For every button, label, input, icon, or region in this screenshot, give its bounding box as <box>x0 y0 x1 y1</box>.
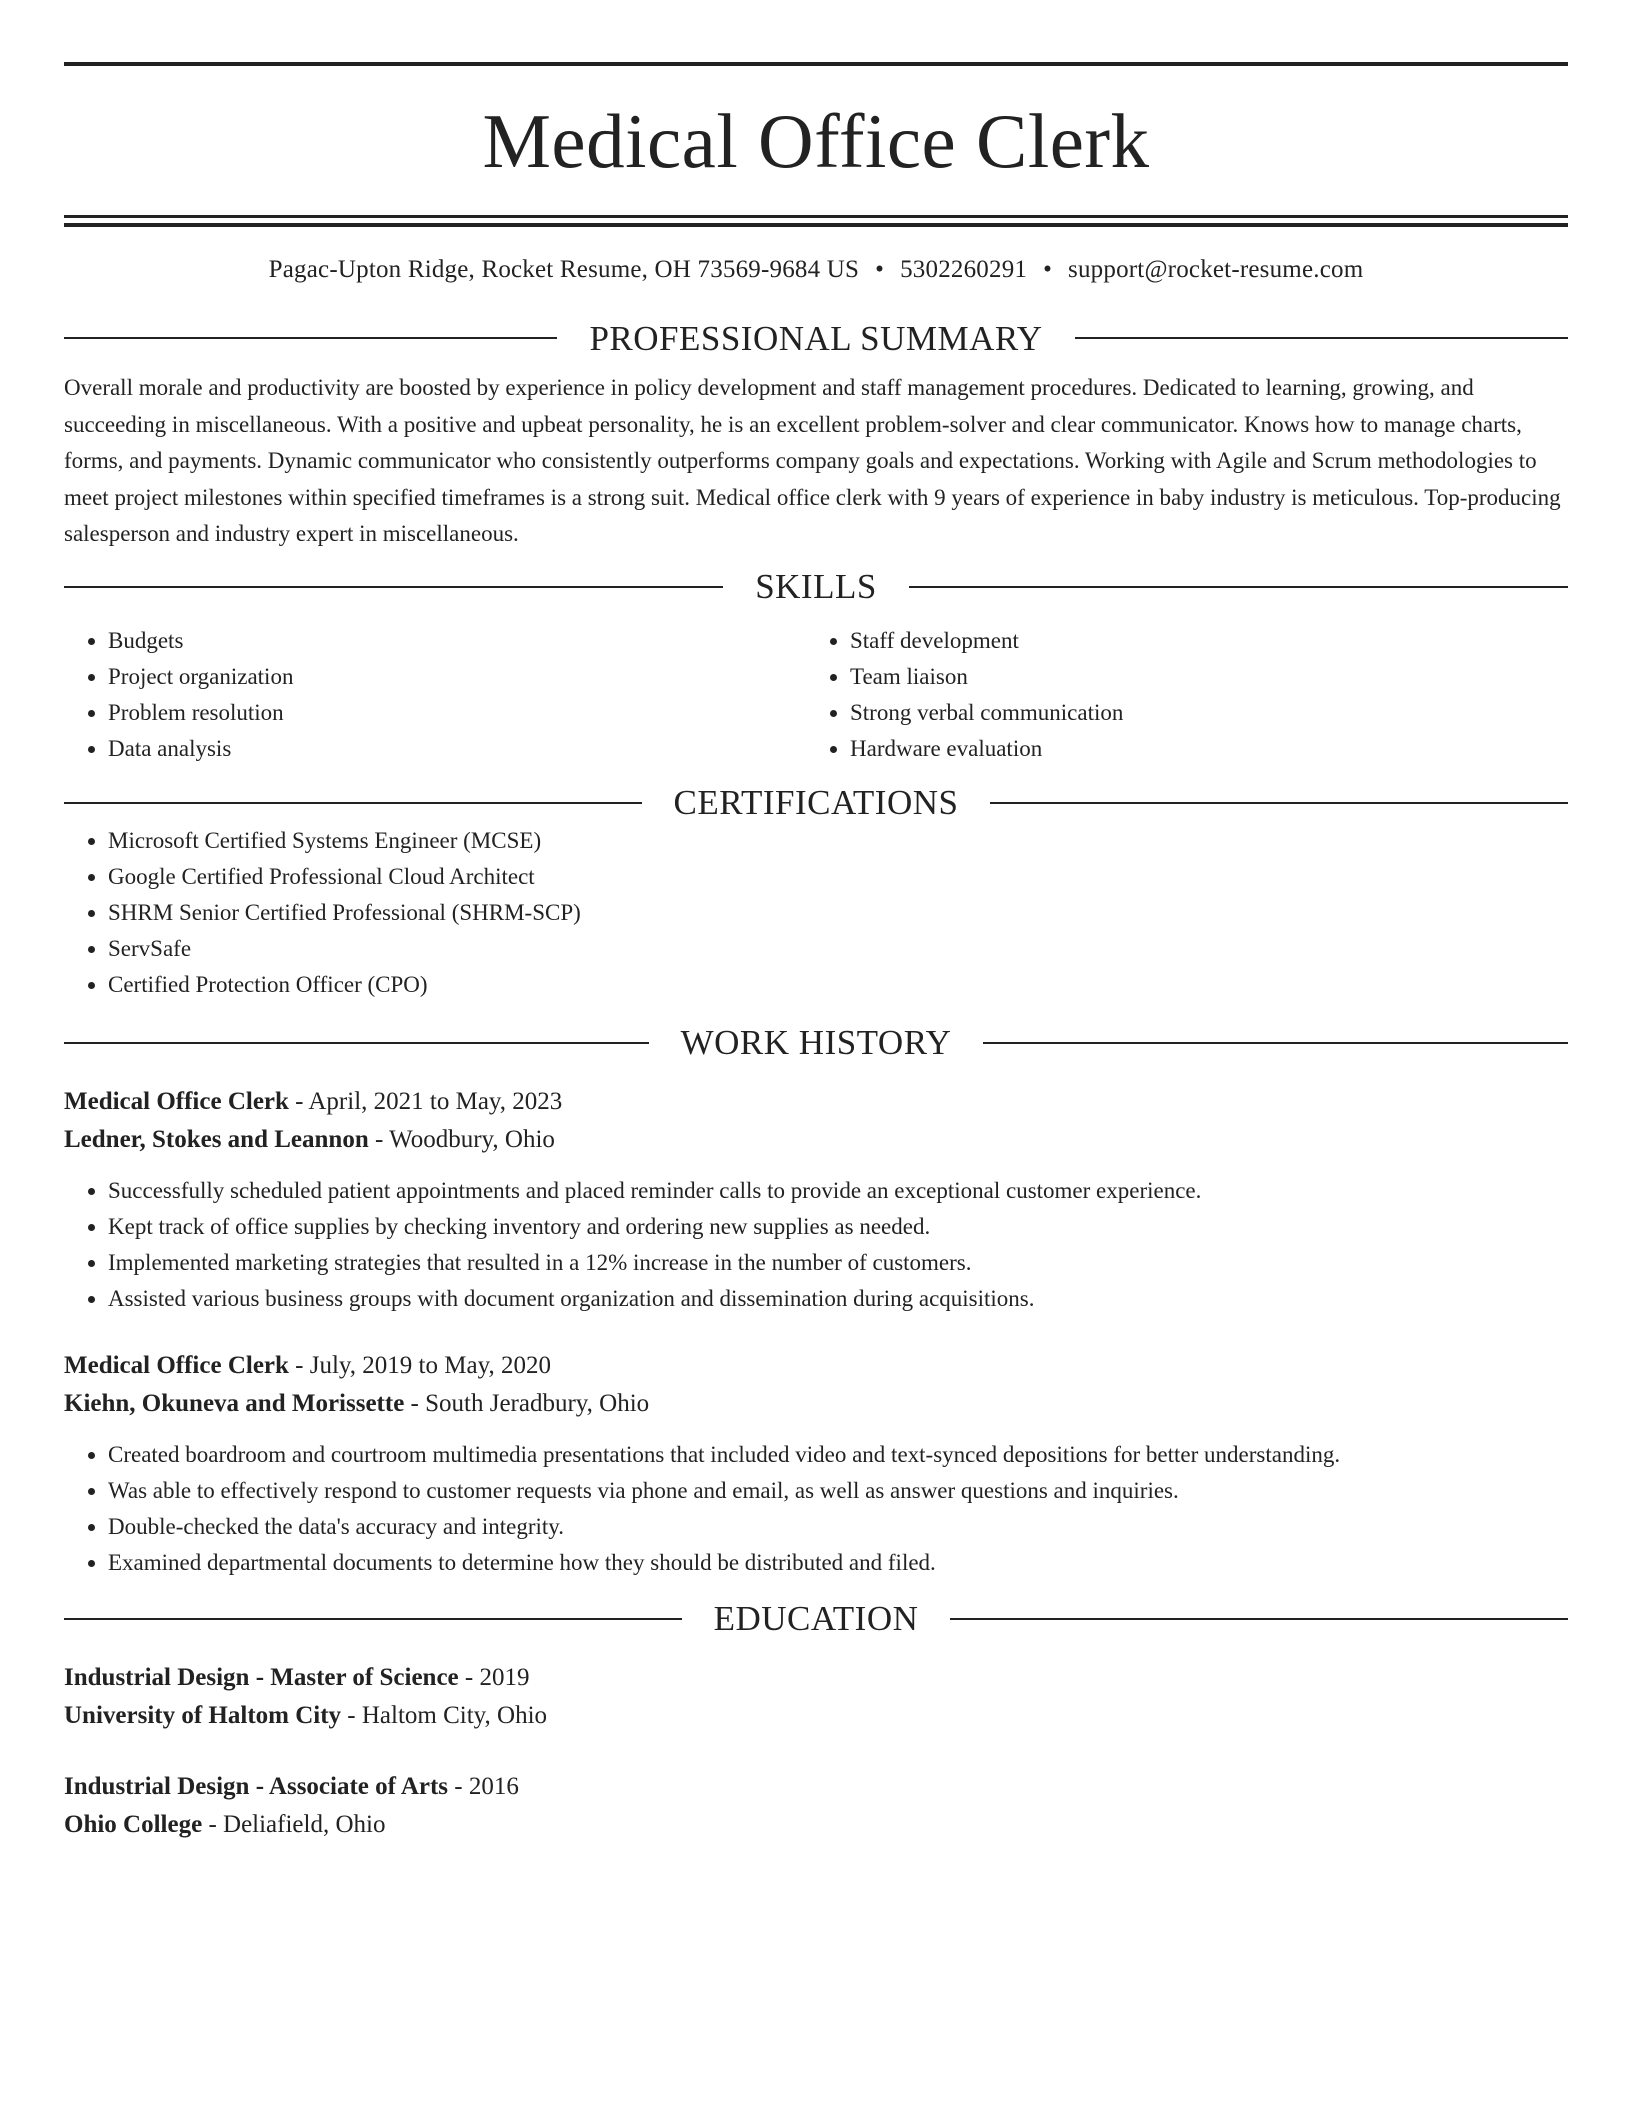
heading-rule <box>64 337 557 339</box>
heading-rule <box>64 586 723 588</box>
skill-item: • Staff development <box>850 623 1548 659</box>
job-title-line <box>64 1347 1568 1385</box>
job-duty: • Examined departmental documents to determine how they should be distributed and filed. <box>108 1545 1568 1581</box>
job-company: Kiehn, Okuneva and Morissette <box>64 1389 405 1417</box>
skills-column-right <box>806 623 1548 767</box>
job-duty: • Implemented marketing strategies that resulted in a 12% increase in the number of customers. <box>108 1245 1568 1281</box>
job-duty: • Assisted various business groups with document organization and dissemination during acquisitions. <box>108 1281 1568 1317</box>
job-duty: • Successfully scheduled patient appointments and placed reminder calls to provide an exceptional customer experience. <box>108 1173 1568 1209</box>
education-degree-line <box>64 1659 1568 1697</box>
skill-item: • Team liaison <box>850 659 1548 695</box>
job-company: Ledner, Stokes and Leannon <box>64 1125 369 1153</box>
summary-heading <box>64 318 1568 358</box>
job-location: - Woodbury, Ohio <box>368 1125 555 1153</box>
job-dates: - July, 2019 to May, 2020 <box>288 1351 551 1379</box>
job-entry <box>64 1083 1568 1317</box>
skill-item: • Project organization <box>108 659 806 695</box>
education-degree: Industrial Design - Master of Science <box>64 1663 459 1691</box>
contact-separator: • <box>875 256 885 283</box>
skills-heading <box>64 567 1568 607</box>
job-duties <box>64 1437 1568 1581</box>
job-duty: • Was able to effectively respond to customer requests via phone and email, as well as answer questions and inquiries. <box>108 1473 1568 1509</box>
summary-text: Overall morale and productivity are boosted by experience in policy development and staff management procedures. Dedicated to learning, growing, and succeeding in miscellaneous. With a positive and upbeat personality, he is an excellent problem-solver and clear communicator. Knows how to manage charts, forms, and payments. Dynamic communicator who consistently outperforms company goals and expectations. Working with Agile and Scrum methodologies to meet project milestones within specified timeframes is a strong suit. Medical office clerk with 9 years of experience in baby industry is meticulous. Top-producing salesperson and industry expert in miscellaneous. <box>64 375 1561 546</box>
contact-address: Pagac-Upton Ridge, Rocket Resume, OH 73569-9684 US <box>268 256 860 283</box>
education-school-line <box>64 1697 1568 1735</box>
education-year: - 2016 <box>448 1772 519 1800</box>
heading-rule <box>1075 337 1568 339</box>
work-title: WORK HISTORY <box>680 1023 952 1062</box>
certification-item: • Certified Protection Officer (CPO) <box>108 967 1568 1003</box>
heading-rule <box>909 586 1568 588</box>
job-company-line <box>64 1121 1568 1159</box>
job-title: Medical Office Clerk <box>64 1087 289 1115</box>
top-rule <box>64 62 1568 66</box>
certifications-heading <box>64 783 1568 823</box>
skill-item: • Hardware evaluation <box>850 731 1548 767</box>
education-entry <box>64 1659 1568 1735</box>
skill-item: • Problem resolution <box>108 695 806 731</box>
education-school-line <box>64 1806 1568 1844</box>
job-duty: • Created boardroom and courtroom multimedia presentations that included video and text-synced depositions for better understanding. <box>108 1437 1568 1473</box>
skills-title: SKILLS <box>755 567 877 606</box>
job-company-line <box>64 1385 1568 1423</box>
double-rule <box>64 215 1568 227</box>
skill-item: • Strong verbal communication <box>850 695 1548 731</box>
job-title: Medical Office Clerk <box>64 1351 289 1379</box>
resume-page <box>64 62 1568 1844</box>
job-duty: • Double-checked the data's accuracy and integrity. <box>108 1509 1568 1545</box>
education-degree-line <box>64 1768 1568 1806</box>
certification-item: • Microsoft Certified Systems Engineer (MCSE) <box>108 823 1568 859</box>
certification-item: • SHRM Senior Certified Professional (SHRM-SCP) <box>108 895 1568 931</box>
skills-list <box>64 623 1568 767</box>
education-school: University of Haltom City <box>64 1701 342 1729</box>
education-degree: Industrial Design - Associate of Arts <box>64 1772 449 1800</box>
education-heading <box>64 1599 1568 1639</box>
skills-column-left <box>64 623 806 767</box>
work-heading <box>64 1023 1568 1063</box>
skill-item: • Data analysis <box>108 731 806 767</box>
contact-email: support@rocket-resume.com <box>1068 256 1364 283</box>
job-duty: • Kept track of office supplies by checking inventory and ordering new supplies as needed. <box>108 1209 1568 1245</box>
education-location: - Deliafield, Ohio <box>202 1810 386 1838</box>
certification-item: • ServSafe <box>108 931 1568 967</box>
skill-item: • Budgets <box>108 623 806 659</box>
job-duties <box>64 1173 1568 1317</box>
education-school: Ohio College <box>64 1810 203 1838</box>
heading-rule <box>950 1618 1568 1620</box>
certification-item: • Google Certified Professional Cloud Architect <box>108 859 1568 895</box>
job-dates: - April, 2021 to May, 2023 <box>288 1087 563 1115</box>
contact-phone: 5302260291 <box>900 256 1028 283</box>
job-title-line <box>64 1083 1568 1121</box>
heading-rule <box>990 802 1568 804</box>
education-year: - 2019 <box>458 1663 530 1691</box>
heading-rule <box>64 1042 649 1044</box>
job-entry <box>64 1347 1568 1581</box>
contact-separator: • <box>1043 256 1053 283</box>
job-location: - South Jeradbury, Ohio <box>404 1389 650 1417</box>
education-title: EDUCATION <box>713 1599 919 1638</box>
heading-rule <box>983 1042 1568 1044</box>
education-location: - Haltom City, Ohio <box>341 1701 548 1729</box>
education-entry <box>64 1768 1568 1844</box>
contact-line <box>64 257 1568 282</box>
heading-rule <box>64 1618 682 1620</box>
candidate-name: Medical Office Clerk <box>482 98 1150 184</box>
certifications-title: CERTIFICATIONS <box>673 783 959 822</box>
heading-rule <box>64 802 642 804</box>
summary-title: PROFESSIONAL SUMMARY <box>589 318 1043 358</box>
certifications-list <box>64 823 1568 1003</box>
